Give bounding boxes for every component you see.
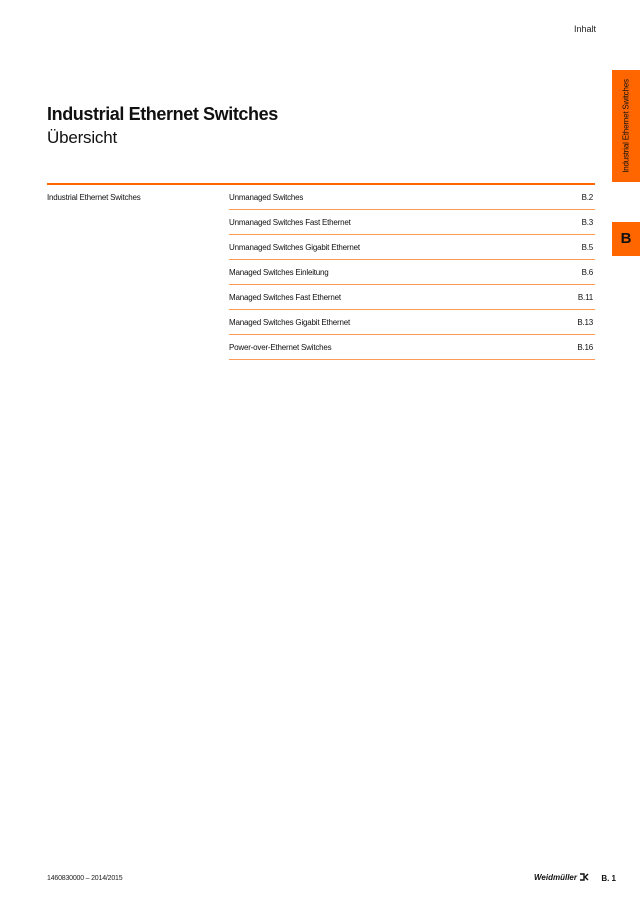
header-label: Inhalt — [573, 24, 596, 34]
page-number: B. 1 — [601, 874, 616, 883]
section-letter-tab[interactable]: B — [612, 222, 640, 256]
toc-item-page: B.2 — [581, 192, 593, 202]
side-tab[interactable] — [612, 70, 640, 182]
page-title: Industrial Ethernet Switches — [47, 104, 278, 124]
toc-row[interactable] — [229, 285, 595, 310]
toc-row[interactable] — [229, 335, 595, 360]
toc-item-label: Unmanaged Switches Gigabit Ethernet — [229, 242, 360, 252]
toc-item-label: Managed Switches Gigabit Ethernet — [229, 317, 351, 327]
toc-item-page: B.5 — [581, 242, 593, 252]
toc-item-label: Managed Switches Einleitung — [229, 267, 329, 277]
toc-item-page: B.3 — [581, 217, 593, 227]
toc-item-page: B.6 — [581, 267, 593, 277]
toc-row[interactable] — [229, 235, 595, 260]
toc-row[interactable] — [229, 260, 595, 285]
brand-logo — [534, 872, 589, 882]
footer-catalog-number: 1460830000 – 2014/2015 — [47, 875, 123, 882]
toc-item-label: Unmanaged Switches — [229, 192, 304, 202]
brand-name: Weidmüller — [534, 872, 577, 882]
toc-row[interactable] — [229, 210, 595, 235]
toc-item-label: Managed Switches Fast Ethernet — [229, 292, 341, 302]
table-of-contents — [229, 185, 595, 360]
weidmuller-logo-icon — [579, 872, 589, 882]
toc-item-page: B.11 — [577, 292, 593, 302]
side-tab-label: Industrial Ethernet Switches — [621, 79, 631, 173]
toc-item-page: B.13 — [577, 317, 593, 327]
toc-item-page: B.16 — [577, 342, 593, 352]
toc-row[interactable] — [229, 310, 595, 335]
toc-item-label: Power-over-Ethernet Switches — [229, 342, 332, 352]
toc-row[interactable] — [229, 185, 595, 210]
toc-item-label: Unmanaged Switches Fast Ethernet — [229, 217, 351, 227]
page-subtitle: Übersicht — [47, 128, 118, 147]
section-name: Industrial Ethernet Switches — [47, 193, 141, 202]
